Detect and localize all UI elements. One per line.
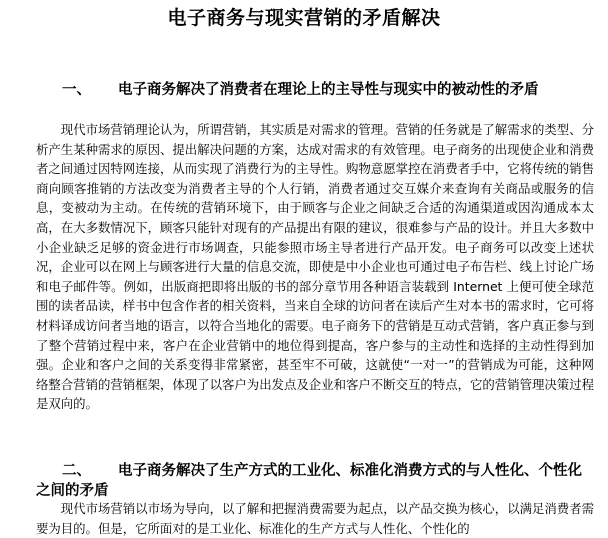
section-2-heading: [36, 461, 596, 501]
section-2-paragraph: 现代市场营销以市场为导向，以了解和把握消费需要为起点，以产品交换为核心，以满足消费者需要为目的。但是，它所面对的是工业化、标准化的生产方式与人性化、个性化的: [36, 501, 594, 536]
section-2-number: 二、: [62, 462, 91, 479]
section-1-paragraph: 现代市场营销理论认为，所谓营销，其实质是对需求的管理。营销的任务就是了解需求的类型、分析产生某种需求的原因、提出解决问题的方案，达成对需求的有效管理。电子商务的出现使企业和消费者之间通过因特网连接，从而实现了消费行为的主导性。购物意愿掌控在消费者手中，它将传统的销售商向顾客推销的方法改变为消费者主导的个人行销，消费者通过交互媒介来查询有关商品或服务的信息，变被动为主动。在传统的营销环境下，由于顾客与企业之间缺乏合适的沟通渠道或因沟通成本太高，在大多数情况下，顾客只能针对现有的产品提出有限的建议，很难参与产品的设计。并且大多数中小企业缺乏足够的资金进行市场调查，只能参照市场主导者进行产品开发。电子商务可以改变上述状况，企业可以在网上与顾客进行大量的信息交流，即使是中小企业也可通过电子布告栏、线上讨论广场和电子邮件等。例如，出版商把即将出版的书的部分章节用各种语言装载到 Internet 上便可使全球范围的读者品读，样书中包含作者的相关资料，当来自全球的访问者在读后产生对本书的需求时，它可将材料译成访问者当地的语言，以符合当地化的需要。电子商务下的营销是互动式营销，客户真正参与到了整个营销过程中来，客户在企业营销中的地位得到提高，客户参与的主动性和选择的主动性得到加强。企业和客户之间的关系变得非常紧密，甚至牢不可破，这就使“一对一”的营销成为可能，这种网络整合营销的营销框架，体现了以客户为出发点及企业和客户不断交互的特点，它的营销管理决策过程是双向的。: [36, 122, 594, 412]
section-1-heading-text: 电子商务解决了消费者在理论上的主导性与现实中的被动性的矛盾: [118, 81, 539, 98]
section-1-number: 一、: [62, 81, 91, 98]
section-2-heading-text: 电子商务解决了生产方式的工业化、标准化消费方式的与人性化、个性化之间的矛盾: [36, 462, 582, 499]
document-title: 电子商务与现实营销的矛盾解决: [167, 7, 441, 29]
section-1-heading: [36, 80, 596, 100]
